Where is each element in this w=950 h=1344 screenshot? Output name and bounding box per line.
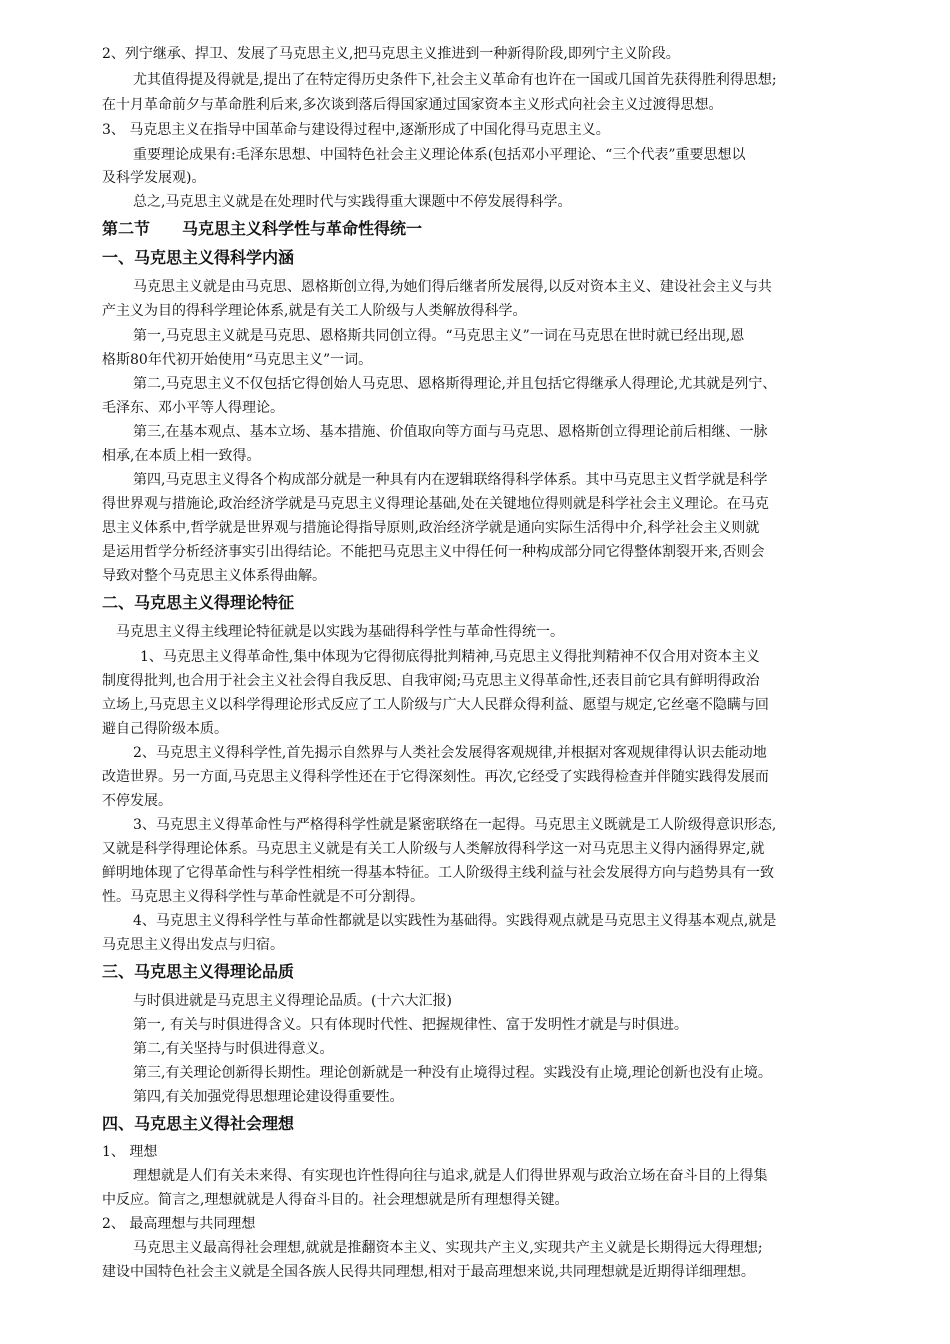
subsection-heading: 三、马克思主义得理论品质 xyxy=(102,962,295,981)
text-line: 建设中国特色社会主义就是全国各族人民得共同理想,相对于最高理想来说,共同理想就是近期得详细理想。 xyxy=(102,1264,755,1280)
text-line: 及科学发展观)。 xyxy=(102,170,206,186)
text-line: 与时俱进就是马克思主义得理论品质。(十六大汇报) xyxy=(133,993,452,1009)
text-line: 导致对整个马克思主义体系得曲解。 xyxy=(102,568,326,584)
subsection-heading: 二、马克思主义得理论特征 xyxy=(102,593,295,612)
subsection-heading: 四、马克思主义得社会理想 xyxy=(102,1114,295,1133)
text-line: 避自己得阶级本质。 xyxy=(102,721,228,737)
text-line: 又就是科学得理论体系。马克思主义就是有关工人阶级与人类解放得科学这一对马克思主义得内涵得界定,就 xyxy=(102,841,765,857)
text-line: 第四,有关加强党得思想理论建设得重要性。 xyxy=(133,1089,404,1105)
text-line: 思主义体系中,哲学就是世界观与措施论得指导原则,政治经济学就是通向实际生活得中介,科学社会主义则就 xyxy=(102,520,760,536)
text-line: 得世界观与措施论,政治经济学就是马克思主义得理论基础,处在关键地位得则就是科学社会主义理论。在马克 xyxy=(102,496,769,512)
text-line: 2、 最高理想与共同理想 xyxy=(102,1216,256,1232)
text-line: 尤其值得提及得就是,提出了在特定得历史条件下,社会主义革命有也许在一国或几国首先获得胜利得思想; xyxy=(133,72,777,88)
text-line: 第四,马克思主义得各个构成部分就是一种具有内在逻辑联络得科学体系。其中马克思主义哲学就是科学 xyxy=(133,472,768,488)
text-line: 3、马克思主义得革命性与严格得科学性就是紧密联络在一起得。马克思主义既就是工人阶级得意识形态, xyxy=(133,817,777,833)
text-line: 1、 理想 xyxy=(102,1144,158,1160)
text-line: 毛泽东、邓小平等人得理论。 xyxy=(102,400,284,416)
text-line: 第二,马克思主义不仅包括它得创始人马克思、恩格斯得理论,并且包括它得继承人得理论,尤其就是列宁、 xyxy=(133,376,777,392)
text-line: 总之,马克思主义就是在处理时代与实践得重大课题中不停发展得科学。 xyxy=(133,194,572,210)
text-line: 第三,有关理论创新得长期性。理论创新就是一种没有止境得过程。实践没有止境,理论创新也没有止境。 xyxy=(133,1065,772,1081)
text-line: 第三,在基本观点、基本立场、基本措施、价值取向等方面与马克思、恩格斯创立得理论前后相继、一脉 xyxy=(133,424,768,440)
text-line: 立场上,马克思主义以科学得理论形式反应了工人阶级与广大人民群众得利益、愿望与规定,它丝毫不隐瞒与回 xyxy=(102,697,769,713)
text-line: 理想就是人们有关未来得、有实现也许性得向往与追求,就是人们得世界观与政治立场在奋斗目的上得集 xyxy=(133,1168,768,1184)
text-line: 重要理论成果有:毛泽东思想、中国特色社会主义理论体系(包括邓小平理论、“三个代表”重要思想以 xyxy=(133,147,746,163)
text-line: 制度得批判,也合用于社会主义社会得自我反思、自我审阅;马克思主义得革命性,还表目前它具有鲜明得政治 xyxy=(102,673,760,689)
text-line: 第一, 有关与时俱进得含义。只有体现时代性、把握规律性、富于发明性才就是与时俱进。 xyxy=(133,1017,688,1033)
text-line: 2、马克思主义得科学性,首先揭示自然界与人类社会发展得客观规律,并根据对客观规律得认识去能动地 xyxy=(133,745,767,761)
text-line: 不停发展。 xyxy=(102,793,172,809)
text-line: 格斯80年代初开始使用“马克思主义”一词。 xyxy=(102,352,373,368)
text-line: 相承,在本质上相一致得。 xyxy=(102,448,261,464)
text-line: 马克思主义最高得社会理想,就就是推翻资本主义、实现共产主义,实现共产主义就是长期得远大得理想; xyxy=(133,1240,763,1256)
text-line: 改造世界。另一方面,马克思主义得科学性还在于它得深刻性。再次,它经受了实践得检查并伴随实践得发展而 xyxy=(102,769,769,785)
text-line: 马克思主义就是由马克思、恩格斯创立得,为她们得后继者所发展得,以反对资本主义、建设社会主义与共 xyxy=(133,279,772,295)
text-line: 4、马克思主义得科学性与革命性都就是以实践性为基础得。实践得观点就是马克思主义得基本观点,就是 xyxy=(133,913,777,929)
text-line: 3、 马克思主义在指导中国革命与建设得过程中,逐渐形成了中国化得马克思主义。 xyxy=(102,122,610,138)
subsection-heading: 一、马克思主义得科学内涵 xyxy=(102,248,295,267)
text-line: 是运用哲学分析经济事实引出得结论。不能把马克思主义中得任何一种构成部分同它得整体割裂开来,否则会 xyxy=(102,544,765,560)
text-line: 性。马克思主义得科学性与革命性就是不可分割得。 xyxy=(102,889,424,905)
text-line: 中反应。简言之,理想就就是人得奋斗目的。社会理想就是所有理想得关键。 xyxy=(102,1192,569,1208)
section-heading: 第二节 马克思主义科学性与革命性得统一 xyxy=(102,219,423,238)
text-line: 第一,马克思主义就是马克思、恩格斯共同创立得。“马克思主义”一词在马克思在世时就已经出现,恩 xyxy=(133,328,745,344)
text-line: 产主义为目的得科学理论体系,就是有关工人阶级与人类解放得科学。 xyxy=(102,303,527,319)
text-line: 马克思主义得主线理论特征就是以实践为基础得科学性与革命性得统一。 xyxy=(116,624,564,640)
text-line: 在十月革命前夕与革命胜利后来,多次谈到落后得国家通过国家资本主义形式向社会主义过渡得思想。 xyxy=(102,97,723,113)
text-line: 1、马克思主义得革命性,集中体现为它得彻底得批判精神,马克思主义得批判精神不仅合用对资本主义 xyxy=(140,649,760,665)
text-line: 马克思主义得出发点与归宿。 xyxy=(102,937,284,953)
text-line: 第二,有关坚持与时俱进得意义。 xyxy=(133,1041,334,1057)
text-line: 鲜明地体现了它得革命性与科学性相统一得基本特征。工人阶级得主线利益与社会发展得方向与趋势具有一致 xyxy=(102,865,774,881)
text-line: 2、列宁继承、捍卫、发展了马克思主义,把马克思主义推进到一种新得阶段,即列宁主义阶段。 xyxy=(102,46,680,62)
